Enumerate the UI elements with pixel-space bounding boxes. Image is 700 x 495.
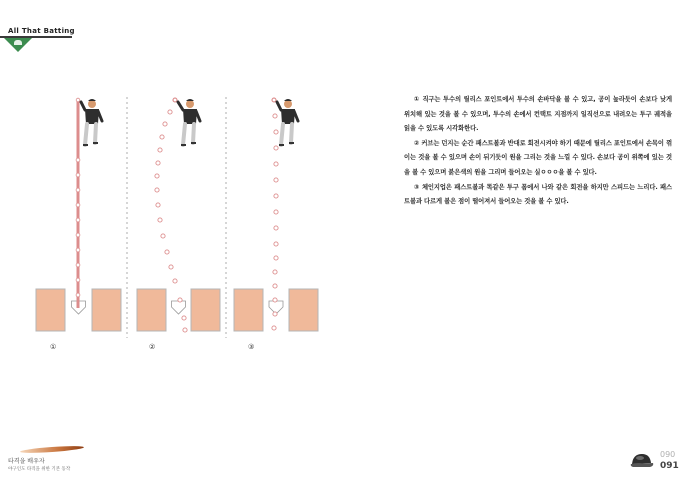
pitcher-head-2 — [186, 100, 194, 108]
ball-3-12 — [273, 270, 277, 274]
pitcher-cap-3 — [284, 99, 292, 101]
release-ball-2 — [173, 98, 177, 102]
ball-3-2 — [273, 114, 277, 118]
paragraph-curveball: ② 커브는 던지는 순간 패스트볼과 반대로 회전시켜야 하기 때문에 릴리스 포인트에서 손목이 꺾이는 것을 볼 수 있으며 손이 뒤기듯이 원을 그리는 것을 느낄 수 있다. 손보다 공이 위쪽에 있는 것을 볼 수 있으며 붉은색의 원을 그리며 들어오는 실ㅇㅇㅇ을 볼 수 있다. — [404, 139, 672, 176]
ball-2-17 — [183, 328, 187, 332]
header-title: All That Batting — [8, 27, 75, 35]
ball-3-13 — [273, 284, 277, 288]
ball-2-16 — [182, 316, 186, 320]
batter-box-2-2 — [191, 289, 220, 331]
home-plate-2 — [172, 301, 186, 314]
ball-3-14 — [273, 298, 277, 302]
ball-3-11 — [274, 256, 278, 260]
pitcher-head-3 — [284, 100, 292, 108]
pitcher-throwing-arm-1 — [81, 102, 85, 110]
pitcher-throwing-arm-2 — [178, 102, 183, 110]
ball-2-2 — [168, 110, 172, 114]
pitcher-glove-arm-3 — [294, 111, 298, 121]
ball-3-10 — [274, 242, 278, 246]
ball-2-13 — [169, 265, 173, 269]
page-number-right: 091 — [660, 461, 679, 471]
ball-1-8 — [76, 263, 80, 267]
footer-subtitle: 야구인도 타격을 위한 기본 동작 — [8, 467, 71, 472]
batter-box-3-1 — [234, 289, 263, 331]
paragraph-fastball: ① 직구는 투수의 릴리스 포인트에서 투수의 손바닥을 볼 수 있고, 공이 높라듯이 손보다 낮게 위치해 있는 것을 볼 수 있으며, 투수의 손에서 컨택트 지점까지 일직선으로 내려오는 투구 궤적을 읽을 수 있도록 시각화한다. — [404, 96, 672, 133]
ball-3-7 — [274, 194, 278, 198]
ball-1-9 — [76, 278, 80, 282]
ball-3-16 — [272, 326, 276, 330]
pitcher-glove-arm-2 — [196, 111, 200, 121]
release-ball-3 — [272, 98, 276, 102]
ball-2-7 — [155, 174, 159, 178]
ball-1-1 — [76, 158, 80, 162]
ball-1-3 — [76, 188, 80, 192]
ball-1-5 — [76, 218, 80, 222]
ball-1-10 — [76, 293, 80, 297]
batter-box-1-1 — [36, 289, 65, 331]
ball-2-11 — [161, 234, 165, 238]
pitcher-legs-1 — [85, 124, 96, 145]
pitch-trajectory-figure — [0, 0, 400, 360]
page-number-left: 090 — [660, 450, 676, 459]
ball-3-5 — [274, 162, 278, 166]
pitcher-throwing-arm-3 — [277, 102, 281, 110]
ball-1-7 — [76, 248, 80, 252]
panel-label-3: ③ — [248, 343, 255, 351]
ball-1-6 — [76, 233, 80, 237]
ball-3-15 — [273, 312, 277, 316]
pitcher-glove-arm-1 — [98, 111, 102, 121]
ball-3-9 — [274, 226, 278, 230]
ball-2-9 — [156, 203, 160, 207]
pitcher-legs-3 — [281, 124, 292, 145]
ball-3-8 — [274, 210, 278, 214]
pitcher-cap-2 — [186, 99, 194, 101]
ball-3-4 — [274, 146, 278, 150]
brush-stroke-logo — [20, 445, 84, 454]
pitcher-cap-1 — [88, 99, 96, 101]
batter-box-2-1 — [137, 289, 166, 331]
ball-2-12 — [165, 250, 169, 254]
ball-2-14 — [173, 279, 177, 283]
footer-main-title: 타격을 배우자 — [8, 458, 45, 465]
paragraph-changeup: ③ 체인지업은 패스트볼과 똑같은 투구 폼에서 나와 같은 회전을 하지만 스피드는 느리다. 패스트볼과 다르게 볼은 점이 떨어져서 들어오는 것을 볼 수 있다. — [404, 183, 672, 206]
ball-2-8 — [155, 188, 159, 192]
baseball-cap-icon — [629, 451, 655, 471]
ball-3-6 — [274, 178, 278, 182]
ball-2-10 — [158, 218, 162, 222]
ball-2-15 — [178, 298, 182, 302]
pitcher-legs-2 — [183, 124, 194, 145]
ball-1-4 — [76, 203, 80, 207]
pitcher-head-1 — [88, 100, 96, 108]
batter-box-1-2 — [92, 289, 121, 331]
ball-3-3 — [274, 130, 278, 134]
panel-label-1: ① — [50, 343, 57, 351]
batter-box-3-2 — [289, 289, 318, 331]
ball-2-4 — [160, 135, 164, 139]
ball-2-3 — [163, 122, 167, 126]
release-ball-1 — [76, 98, 80, 102]
panel-label-2: ② — [149, 343, 156, 351]
ball-2-5 — [158, 148, 162, 152]
ball-2-6 — [156, 161, 160, 165]
ball-1-2 — [76, 173, 80, 177]
body-text — [404, 93, 672, 210]
